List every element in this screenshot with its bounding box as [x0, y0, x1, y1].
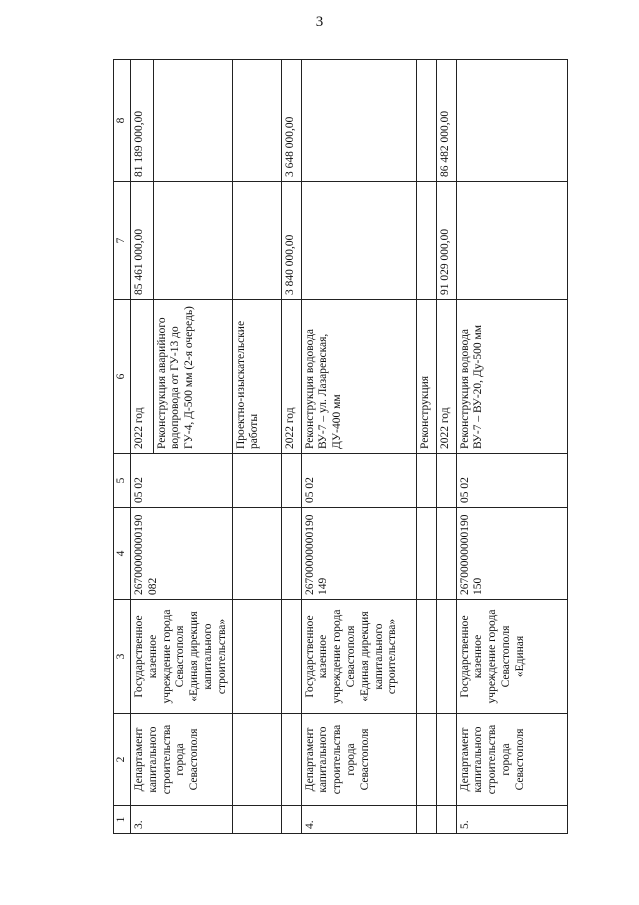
- row-number: [436, 806, 456, 834]
- object-name-cell: Реконструкция водовода ВУ-7 – ВУ-20, Ду-500 мм: [456, 300, 567, 454]
- row-number: [281, 806, 301, 834]
- amount-col8: 86 482 000,00: [436, 60, 456, 182]
- department-cell: [436, 714, 456, 806]
- amount-col8: [456, 60, 567, 182]
- amount-col7: [153, 182, 232, 300]
- code-cell: 26700000000190082: [131, 508, 233, 600]
- section-cell: [436, 454, 456, 508]
- code-cell: [232, 508, 281, 600]
- table-row: [416, 60, 436, 834]
- section-cell: [416, 454, 436, 508]
- col-header-1: 1: [114, 806, 131, 834]
- section-cell: 05 02: [131, 454, 233, 508]
- amount-col8: [153, 60, 232, 182]
- row-number: [416, 806, 436, 834]
- col-header-4: 4: [114, 508, 131, 600]
- amount-col8: 81 189 000,00: [131, 60, 154, 182]
- budget-table: [113, 59, 568, 834]
- amount-col8: 3 648 000,00: [281, 60, 301, 182]
- recipient-cell: [281, 600, 301, 714]
- row-number: [232, 806, 281, 834]
- recipient-cell: Государственное казенное учреждение города Севастополя «Единая: [456, 600, 567, 714]
- object-name-cell: Реконструкция водовода ВУ-7 – ул. Лазаревская, ДУ-400 мм: [301, 300, 416, 454]
- amount-col8: [416, 60, 436, 182]
- department-cell: [232, 714, 281, 806]
- year-cell: 2022 год: [131, 300, 154, 454]
- section-cell: [281, 454, 301, 508]
- code-cell: [416, 508, 436, 600]
- recipient-cell: [232, 600, 281, 714]
- col-header-8: 8: [114, 60, 131, 182]
- code-cell: [436, 508, 456, 600]
- year-cell: 2022 год: [436, 300, 456, 454]
- budget-table-container: [113, 60, 568, 834]
- object-name-cell: Реконструкция аварийного водопровода от ГУ-13 до ГУ-4, Д-500 мм (2-я очередь): [153, 300, 232, 454]
- amount-col7: [456, 182, 567, 300]
- recipient-cell: Государственное казенное учреждение города Севастополя «Единая дирекция капитального строительства»: [131, 600, 233, 714]
- amount-col7: 91 029 000,00: [436, 182, 456, 300]
- object-name-cell: Реконструкция: [416, 300, 436, 454]
- department-cell: Департамент капитального строительства города Севастополя: [456, 714, 567, 806]
- amount-col8: [232, 60, 281, 182]
- department-cell: [416, 714, 436, 806]
- header-row: [114, 60, 131, 834]
- col-header-5: 5: [114, 454, 131, 508]
- department-cell: [281, 714, 301, 806]
- section-cell: 05 02: [456, 454, 567, 508]
- table-row: [232, 60, 281, 834]
- row-number: 3.: [131, 806, 233, 834]
- amount-col7: 85 461 000,00: [131, 182, 154, 300]
- amount-col7: [232, 182, 281, 300]
- row-number: 5.: [456, 806, 567, 834]
- amount-col8: [301, 60, 416, 182]
- section-cell: [232, 454, 281, 508]
- table-row: [281, 60, 301, 834]
- col-header-6: 6: [114, 300, 131, 454]
- recipient-cell: [436, 600, 456, 714]
- section-cell: 05 02: [301, 454, 416, 508]
- recipient-cell: [416, 600, 436, 714]
- amount-col7: [301, 182, 416, 300]
- code-cell: 26700000000190149: [301, 508, 416, 600]
- page-number: 3: [315, 14, 324, 30]
- department-cell: Департамент капитального строительства города Севастополя: [131, 714, 233, 806]
- col-header-2: 2: [114, 714, 131, 806]
- code-cell: [281, 508, 301, 600]
- department-cell: Департамент капитального строительства города Севастополя: [301, 714, 416, 806]
- amount-col7: [416, 182, 436, 300]
- recipient-cell: Государственное казенное учреждение города Севастополя «Единая дирекция капитального строительства»: [301, 600, 416, 714]
- table-row: [301, 60, 416, 834]
- object-name-cell: Проектно-изыскательские работы: [232, 300, 281, 454]
- col-header-7: 7: [114, 182, 131, 300]
- year-cell: 2022 год: [281, 300, 301, 454]
- table-row: [456, 60, 567, 834]
- table-row: [436, 60, 456, 834]
- col-header-3: 3: [114, 600, 131, 714]
- amount-col7: 3 840 000,00: [281, 182, 301, 300]
- code-cell: 26700000000190150: [456, 508, 567, 600]
- row-number: 4.: [301, 806, 416, 834]
- table-row: [131, 60, 154, 834]
